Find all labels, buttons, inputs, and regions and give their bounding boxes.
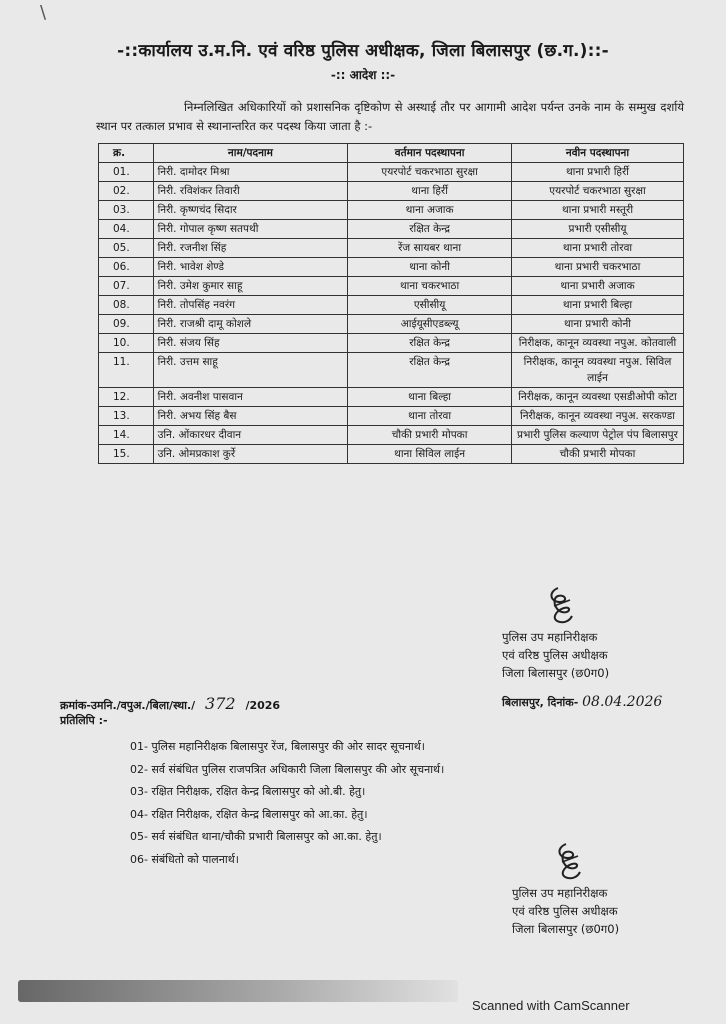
cell-new: निरीक्षक, कानून व्यवस्था नपुअ. सरकण्डा <box>511 407 683 426</box>
cell-name: निरी. भावेश शेण्डे <box>153 258 348 277</box>
cell-name: निरी. संजय सिंह <box>153 334 348 353</box>
cell-new: थाना प्रभारी मस्तूरी <box>511 201 683 220</box>
cell-new: प्रभारी पुलिस कल्याण पेट्रोल पंप बिलासपुर <box>511 426 683 445</box>
cell-current: रक्षित केन्द्र <box>348 220 512 239</box>
signature-block-bottom <box>512 884 619 938</box>
cell-new: थाना प्रभारी हिर्री <box>511 163 683 182</box>
cell-new: थाना प्रभारी अजाक <box>511 277 683 296</box>
cell-serial: 04. <box>99 220 154 239</box>
cell-serial: 05. <box>99 239 154 258</box>
cell-name: निरी. अवनीश पासवान <box>153 388 348 407</box>
table-row <box>99 315 684 334</box>
table-row <box>99 334 684 353</box>
signature-image <box>540 586 580 630</box>
signatory-designation-2: एवं वरिष्ठ पुलिस अधीक्षक <box>502 648 608 662</box>
cell-current: एसीसीयू <box>348 296 512 315</box>
list-item: 02- सर्व संबंधित पुलिस राजपत्रित अधिकारी जिला बिलासपुर की ओर सूचनार्थ। <box>130 762 445 776</box>
cell-current: थाना बिल्हा <box>348 388 512 407</box>
signature-image <box>548 842 588 886</box>
cell-name: निरी. अभय सिंह बैस <box>153 407 348 426</box>
cell-current: थाना अजाक <box>348 201 512 220</box>
list-item: 03- रक्षित निरीक्षक, रक्षित केन्द्र बिलासपुर को ओ.बी. हेतु। <box>130 785 366 798</box>
table-row <box>99 277 684 296</box>
cell-serial: 03. <box>99 201 154 220</box>
cell-serial: 09. <box>99 315 154 334</box>
cell-serial: 08. <box>99 296 154 315</box>
cell-serial: 06. <box>99 258 154 277</box>
reference-number <box>60 694 280 713</box>
cell-name: निरी. रविशंकर तिवारी <box>153 182 348 201</box>
scanner-watermark: Scanned with CamScanner <box>472 998 630 1013</box>
transfer-table <box>98 143 684 464</box>
table-row <box>99 445 684 464</box>
table-row <box>99 163 684 182</box>
header-new-posting: नवीन पदस्थापना <box>511 144 683 163</box>
table-row <box>99 388 684 407</box>
cell-new: थाना प्रभारी बिल्हा <box>511 296 683 315</box>
signatory-designation: पुलिस उप महानिरीक्षक <box>502 630 598 644</box>
signatory-district: जिला बिलासपुर (छ0ग0) <box>502 666 610 680</box>
table-row <box>99 201 684 220</box>
office-title: -::कार्यालय उ.म.नि. एवं वरिष्ठ पुलिस अधीक्षक, जिला बिलासपुर (छ.ग.)::- <box>117 41 609 61</box>
cell-serial: 02. <box>99 182 154 201</box>
cell-current: थाना सिविल लाईन <box>348 445 512 464</box>
table-row <box>99 407 684 426</box>
cell-name: निरी. राजश्री दामू कोशले <box>153 315 348 334</box>
table-row <box>99 182 684 201</box>
cell-serial: 01. <box>99 163 154 182</box>
cell-current: आईयूसीएडब्ल्यू <box>348 315 512 334</box>
cell-current: थाना कोनी <box>348 258 512 277</box>
header-name: नाम/पदनाम <box>153 144 348 163</box>
signatory-designation: पुलिस उप महानिरीक्षक <box>512 886 608 900</box>
cell-serial: 07. <box>99 277 154 296</box>
date-prefix: बिलासपुर, दिनांक- <box>502 696 579 709</box>
list-item: 05- सर्व संबंधित थाना/चौकी प्रभारी बिलासपुर को आ.का. हेतु। <box>130 830 382 843</box>
cell-new: थाना प्रभारी तोरवा <box>511 239 683 258</box>
cell-name: उनि. ओंकारधर दीवान <box>153 426 348 445</box>
cell-current: चौकी प्रभारी मोपका <box>348 426 512 445</box>
header-current-posting: वर्तमान पदस्थापना <box>348 144 512 163</box>
cell-name: निरी. तोपसिंह नवरंग <box>153 296 348 315</box>
cell-new: एयरपोर्ट चकरभाठा सुरक्षा <box>511 182 683 201</box>
cell-serial: 14. <box>99 426 154 445</box>
cell-serial: 13. <box>99 407 154 426</box>
order-intro-paragraph: निम्नलिखित अधिकारियों को प्रशासनिक दृष्टिकोण से अस्थाई तौर पर आगामी आदेश पर्यन्त उनके नाम के सम्मुख दर्शाये स्थान पर तत्काल प्रभाव से स्थानान्तरित कर पदस्थ किया जाता है :- <box>96 100 684 133</box>
cell-new: निरीक्षक, कानून व्यवस्था नपुअ. सिविल लाईन <box>511 353 683 388</box>
table-row <box>99 239 684 258</box>
cell-new: प्रभारी एसीसीयू <box>511 220 683 239</box>
reference-prefix: क्रमांक-उमनि./वपुअ./बिला/स्था./ <box>60 699 196 712</box>
cell-current: थाना चकरभाठा <box>348 277 512 296</box>
cell-name: निरी. दामोदर मिश्रा <box>153 163 348 182</box>
cell-new: थाना प्रभारी कोनी <box>511 315 683 334</box>
copy-to-list <box>130 736 444 871</box>
cell-current: थाना तोरवा <box>348 407 512 426</box>
cell-new: थाना प्रभारी चकरभाठा <box>511 258 683 277</box>
cell-serial: 10. <box>99 334 154 353</box>
cell-serial: 11. <box>99 353 154 388</box>
copy-to-heading: प्रतिलिपि :- <box>60 714 108 727</box>
table-row <box>99 258 684 277</box>
cell-name: निरी. गोपाल कृष्ण सतपथी <box>153 220 348 239</box>
cell-current: रक्षित केन्द्र <box>348 334 512 353</box>
cell-new: चौकी प्रभारी मोपका <box>511 445 683 464</box>
cell-new: निरीक्षक, कानून व्यवस्था नपुअ. कोतवाली <box>511 334 683 353</box>
table-row <box>99 426 684 445</box>
cell-serial: 12. <box>99 388 154 407</box>
cell-name: निरी. रजनीश सिंह <box>153 239 348 258</box>
date-value: 08.04.2026 <box>582 694 663 710</box>
reference-handwritten-number: 372 <box>205 694 236 713</box>
list-item: 06- संबंधितो को पालनार्थ। <box>130 852 239 866</box>
cell-current: रक्षित केन्द्र <box>348 353 512 388</box>
pen-mark: \ <box>40 2 47 23</box>
signature-block-top <box>502 628 609 682</box>
cell-name: उनि. ओमप्रकाश कुर्रे <box>153 445 348 464</box>
signatory-designation-2: एवं वरिष्ठ पुलिस अधीक्षक <box>512 904 618 918</box>
cell-current: रेंज सायबर थाना <box>348 239 512 258</box>
cell-current: एयरपोर्ट चकरभाठा सुरक्षा <box>348 163 512 182</box>
table-header-row <box>99 144 684 163</box>
signatory-district: जिला बिलासपुर (छ0ग0) <box>512 922 620 936</box>
cell-name: निरी. उमेश कुमार साहू <box>153 277 348 296</box>
cell-new: निरीक्षक, कानून व्यवस्था एसडीओपी कोटा <box>511 388 683 407</box>
reference-suffix: /2026 <box>245 699 281 712</box>
cell-serial: 15. <box>99 445 154 464</box>
list-item: 04- रक्षित निरीक्षक, रक्षित केन्द्र बिलासपुर को आ.का. हेतु। <box>130 807 368 821</box>
list-item: 01- पुलिस महानिरीक्षक बिलासपुर रेंज, बिलासपुर की ओर सादर सूचनार्थ। <box>130 740 425 753</box>
header-serial: क्र. <box>99 144 154 163</box>
order-heading: -:: आदेश ::- <box>330 68 396 82</box>
cell-current: थाना हिर्री <box>348 182 512 201</box>
order-date <box>502 694 662 710</box>
table-row <box>99 296 684 315</box>
cell-name: निरी. कृष्णचंद सिदार <box>153 201 348 220</box>
cell-name: निरी. उत्तम साहू <box>153 353 348 388</box>
scan-smudge <box>18 980 458 1002</box>
table-row <box>99 353 684 388</box>
table-row <box>99 220 684 239</box>
